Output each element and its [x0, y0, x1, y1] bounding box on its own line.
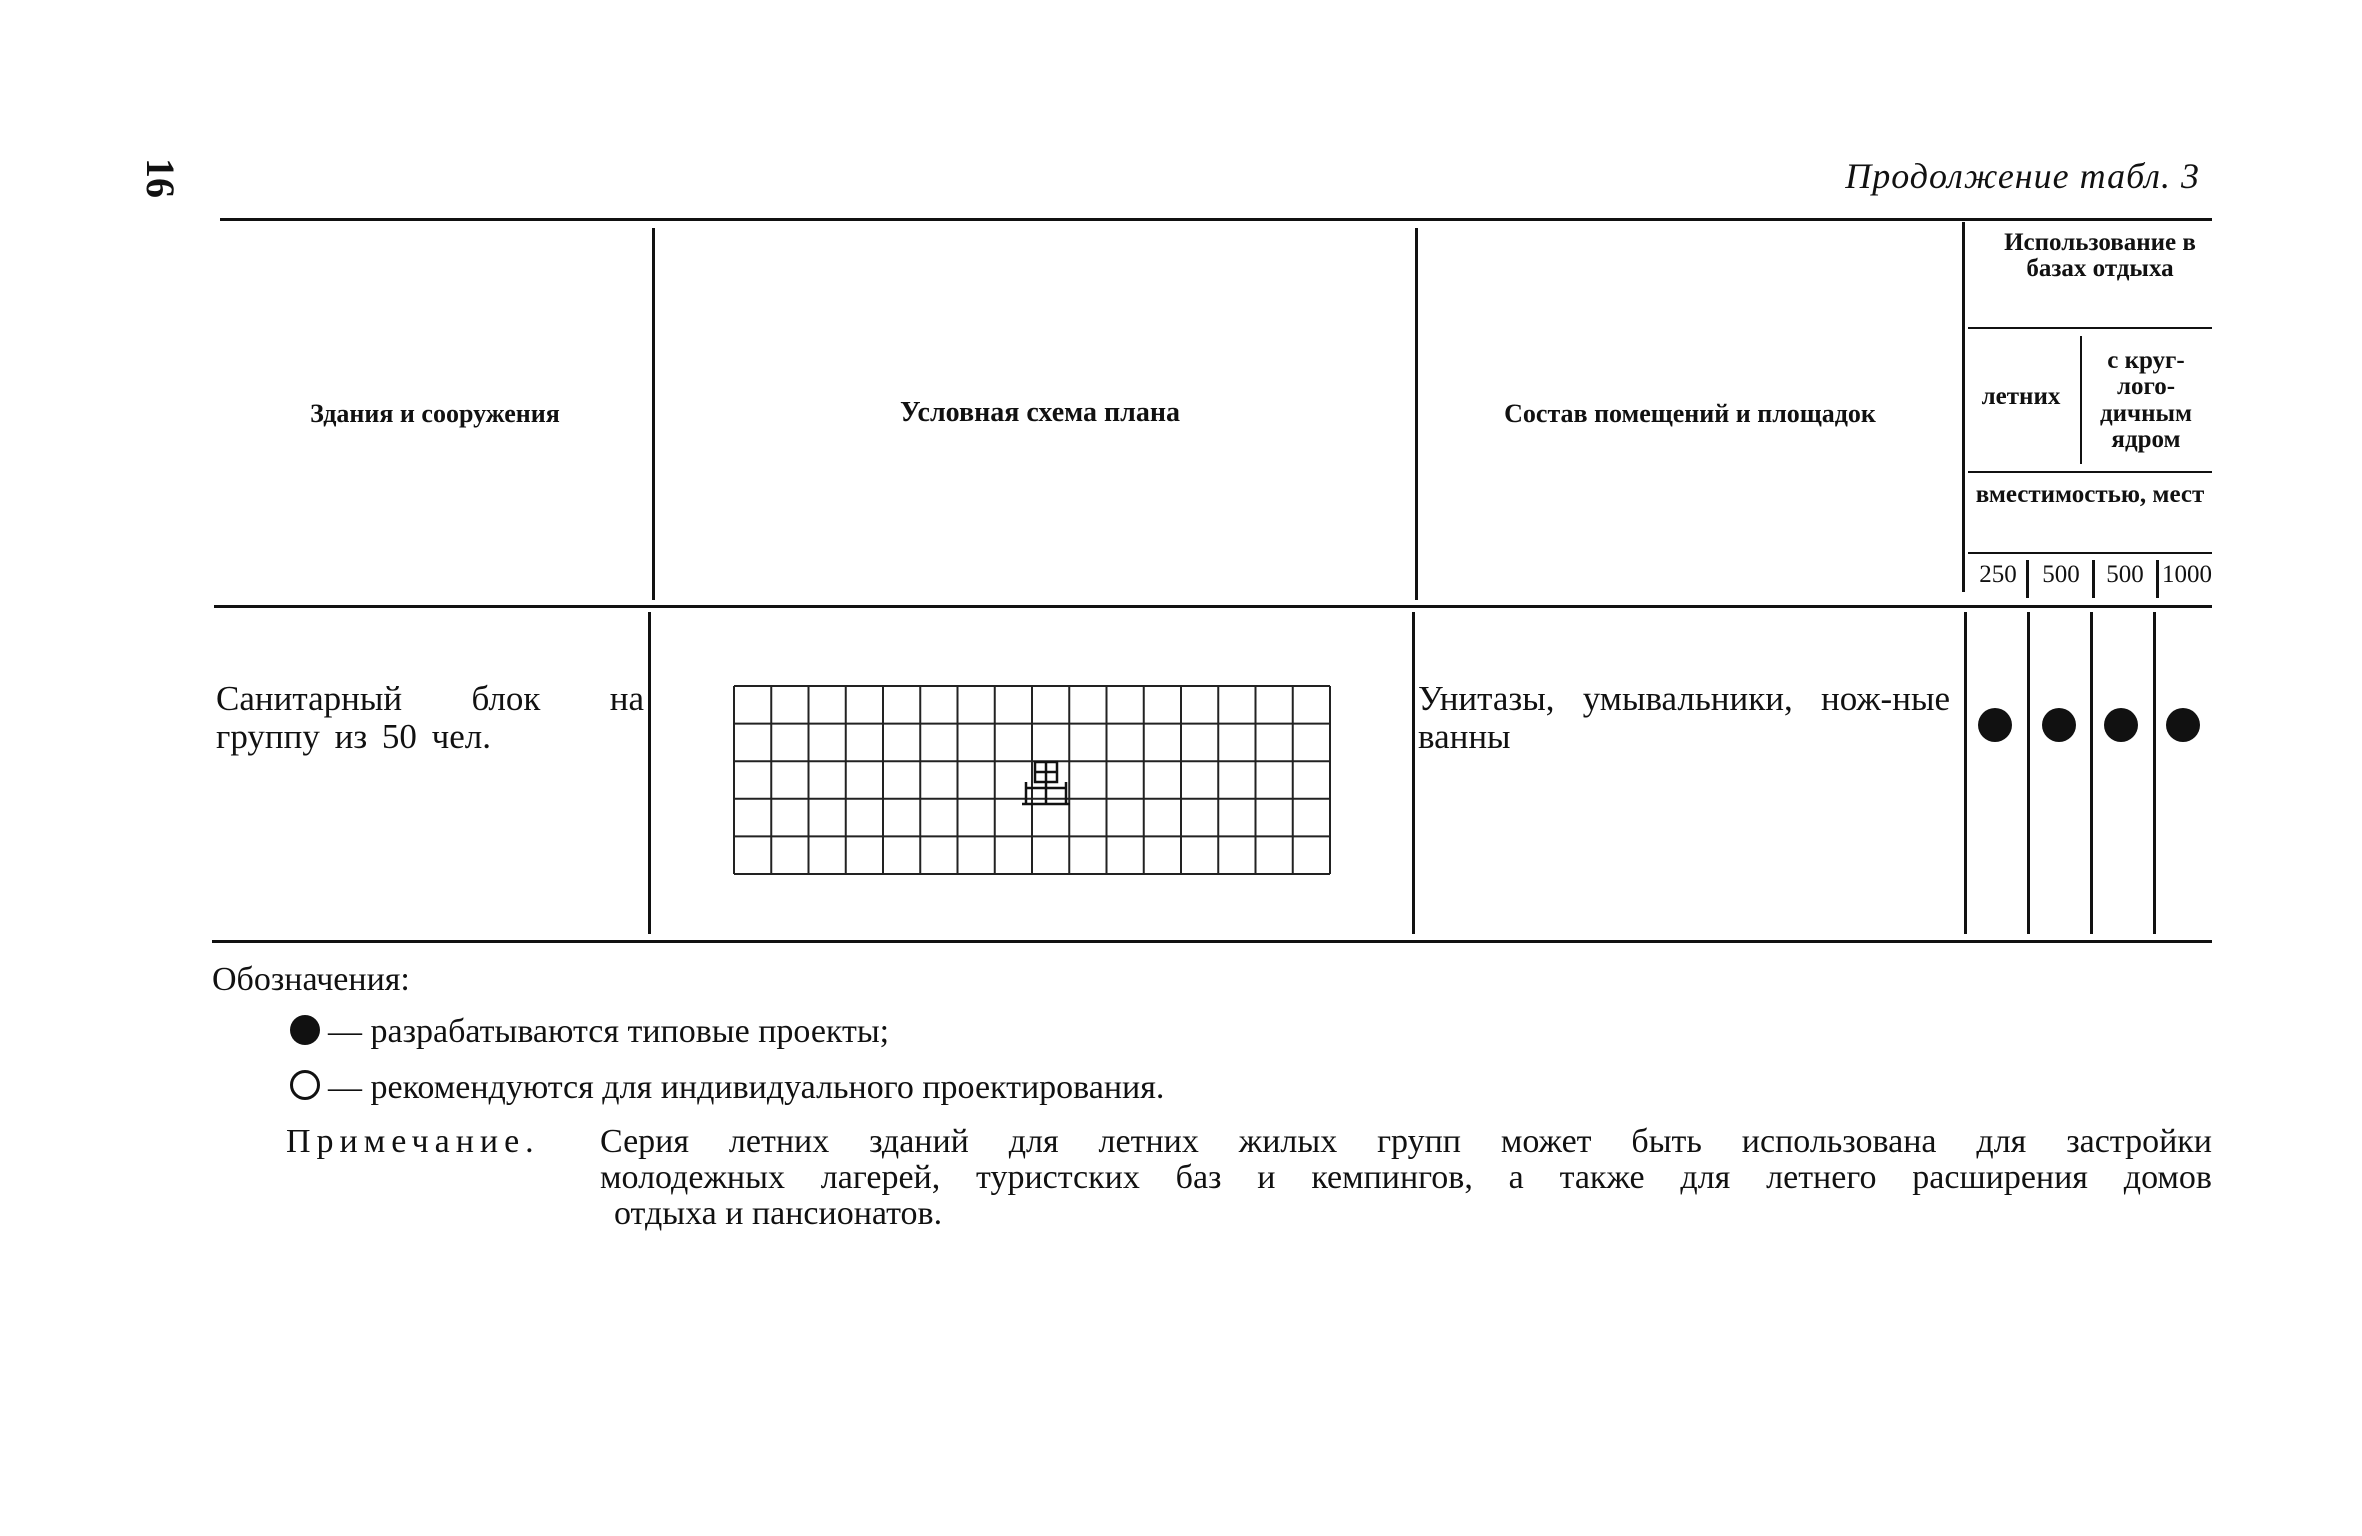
header-capacity-500a: 500	[2042, 561, 2080, 588]
note-line-1: Серия летних зданий для летних жилых групп может быть использована для застройки	[600, 1123, 2212, 1160]
usage-sub-rule-2	[1968, 471, 2212, 473]
body-mark-divider-2	[2090, 612, 2093, 934]
header-bottom-rule	[214, 605, 2212, 608]
row-composition: Унитазы, умывальники, нож-ные ванны	[1418, 679, 1950, 756]
header-capacity: вместимостью, мест	[1975, 481, 2205, 508]
header-buildings: Здания и сооружения	[310, 399, 560, 428]
header-scheme: Условная схема плана	[899, 397, 1180, 428]
mark-filled-500a	[2042, 708, 2076, 742]
body-mark-divider-3	[2153, 612, 2156, 934]
header-capacity-1000: 1000	[2162, 561, 2212, 588]
page-number: 16	[138, 158, 183, 198]
usage-sub-rule-3	[1968, 552, 2212, 554]
table-bottom-rule	[212, 940, 2212, 943]
legend-filled-text: — разрабатываются типовые проекты;	[328, 1013, 890, 1050]
body-col-divider-3	[1964, 612, 1967, 934]
header-summer: летних	[1981, 383, 2061, 410]
note-line-2: молодежных лагерей, туристских баз и кемпингов, а также для летнего расширения домов	[600, 1159, 2212, 1196]
cap-divider-2	[2092, 560, 2095, 598]
body-mark-divider-1	[2027, 612, 2030, 934]
legend-title: Обозначения:	[212, 961, 410, 998]
mark-filled-1000	[2166, 708, 2200, 742]
mark-filled-250	[1978, 708, 2012, 742]
table-continuation-caption: Продолжение табл. 3	[1845, 156, 2200, 196]
plan-scheme-grid	[732, 684, 1332, 876]
col-divider-2	[1415, 228, 1418, 600]
table-top-rule	[220, 218, 2212, 221]
filled-circle-icon	[290, 1015, 320, 1045]
row-building: Санитарный блок на группу из 50 чел.	[216, 679, 644, 756]
mark-filled-500b	[2104, 708, 2138, 742]
legend-open-text: — рекомендуются для индивидуального проектирования.	[328, 1069, 1165, 1106]
note-line-3: отдыха и пансионатов.	[614, 1195, 943, 1232]
usage-sub-rule-1	[1968, 327, 2212, 329]
header-composition: Состав помещений и площадок	[1504, 399, 1876, 428]
header-usage: Использование в базах отдыха	[2004, 229, 2196, 283]
legend-filled-item	[290, 1012, 889, 1052]
open-circle-icon	[290, 1070, 320, 1100]
header-capacity-250: 250	[1979, 561, 2017, 588]
cap-divider-1	[2026, 560, 2029, 598]
header-yearround: с круг-лого-дичным ядром	[2099, 347, 2193, 453]
usage-summer-divider	[2080, 336, 2082, 464]
plan-fixture-icon	[1022, 762, 1070, 804]
note-label: Примечание.	[286, 1123, 540, 1160]
body-col-divider-2	[1412, 612, 1415, 934]
legend-open-item	[290, 1068, 1164, 1108]
body-col-divider-1	[648, 612, 651, 934]
header-capacity-500b: 500	[2106, 561, 2144, 588]
col-divider-1	[652, 228, 655, 600]
